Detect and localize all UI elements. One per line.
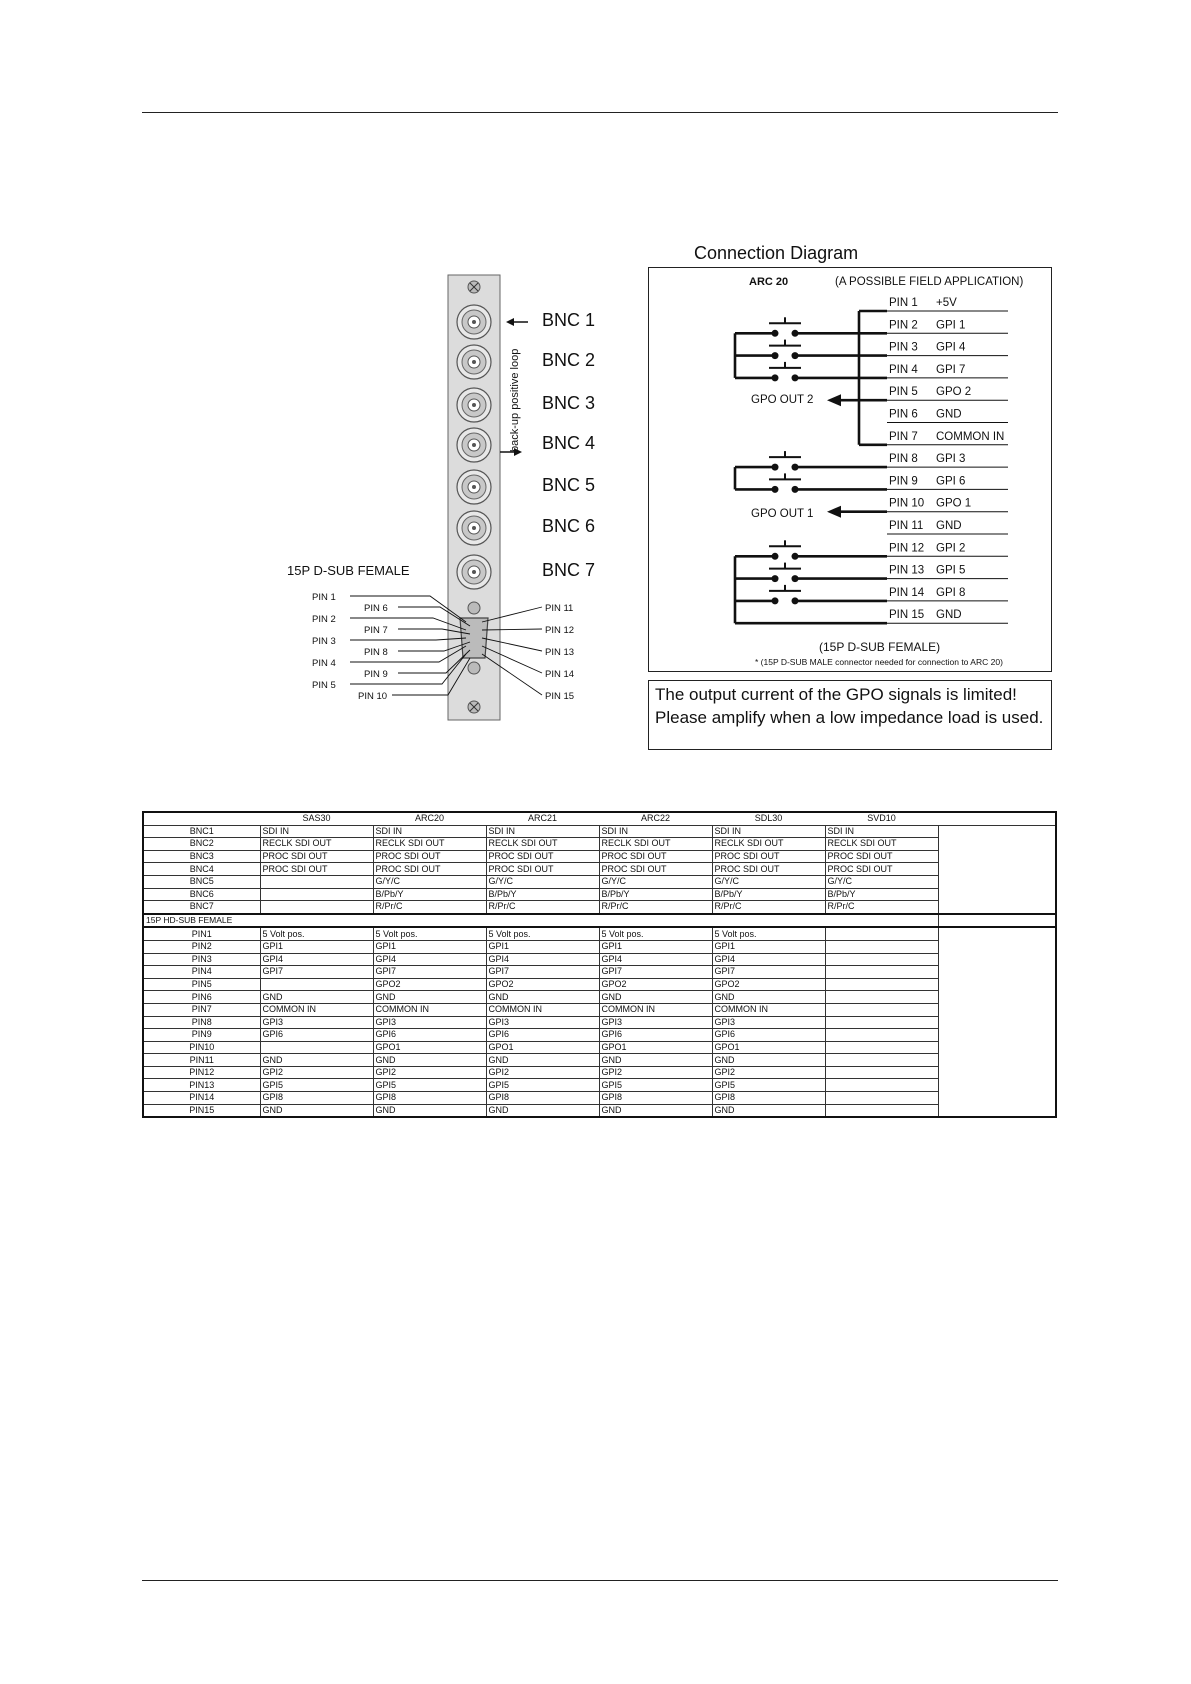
panel-pin-label: PIN 1: [312, 592, 336, 603]
table-row: [143, 1079, 1056, 1092]
table-cell: GPI4: [486, 953, 599, 966]
table-cell: COMMON IN: [712, 1003, 825, 1016]
table-cell: RECLK SDI OUT: [260, 838, 373, 851]
row-label: PIN8: [143, 1016, 260, 1029]
table-row: [143, 1003, 1056, 1016]
bnc-2-connector-icon: [457, 345, 491, 379]
table-cell: GPI1: [712, 940, 825, 953]
table-cell: GPI7: [486, 966, 599, 979]
conn-pin-signal: GND: [936, 408, 962, 421]
table-cell: GPI6: [486, 1029, 599, 1042]
conn-pin-label: PIN 3: [889, 341, 918, 354]
bnc-1-connector-icon: [457, 305, 491, 339]
row-label: BNC6: [143, 888, 260, 901]
section-row: [143, 914, 1056, 928]
table-cell: PROC SDI OUT: [373, 863, 486, 876]
row-label: PIN10: [143, 1041, 260, 1054]
table-cell: GND: [599, 1104, 712, 1117]
table-cell: COMMON IN: [373, 1003, 486, 1016]
table-cell: PROC SDI OUT: [712, 863, 825, 876]
row-label: PIN6: [143, 991, 260, 1004]
panel-pin-label: PIN 2: [312, 614, 336, 625]
table-cell: GPI5: [260, 1079, 373, 1092]
table-cell: [825, 1079, 938, 1092]
row-label: PIN15: [143, 1104, 260, 1117]
bnc-label-1: BNC 1: [542, 310, 596, 330]
blank-cell: [938, 1003, 1056, 1016]
table-row: [143, 1016, 1056, 1029]
table-cell: GPI1: [486, 940, 599, 953]
table-cell: GPI2: [712, 1066, 825, 1079]
gpo-arrow-icon: [827, 394, 887, 406]
connection-diagram-title: Connection Diagram: [694, 243, 859, 263]
push-switch-icon: [735, 563, 887, 583]
table-cell: [825, 1003, 938, 1016]
conn-pin-label: PIN 8: [889, 453, 918, 466]
table-cell: G/Y/C: [486, 875, 599, 888]
bnc-4-connector-icon: [457, 428, 491, 462]
dsub-label: 15P D-SUB FEMALE: [287, 563, 410, 578]
table-cell: 5 Volt pos.: [373, 927, 486, 940]
table-cell: [825, 1041, 938, 1054]
table-cell: GPI3: [486, 1016, 599, 1029]
table-cell: GPI2: [486, 1066, 599, 1079]
blank-cell: [938, 825, 1056, 838]
bnc-5-connector-icon: [457, 470, 491, 504]
table-row: [143, 991, 1056, 1004]
table-cell: [260, 978, 373, 991]
conn-pin-label: PIN 13: [889, 564, 925, 577]
panel-pin-label: PIN 9: [364, 669, 388, 680]
column-header: SAS30: [260, 812, 373, 825]
table-cell: GND: [373, 1054, 486, 1067]
row-label: PIN14: [143, 1092, 260, 1105]
panel-pin-label: PIN 5: [312, 680, 336, 691]
table-cell: PROC SDI OUT: [599, 863, 712, 876]
panel-pin-label: PIN 8: [364, 647, 388, 658]
table-cell: PROC SDI OUT: [260, 850, 373, 863]
conn-pin-signal: GPI 7: [936, 363, 966, 376]
table-row: [143, 1054, 1056, 1067]
panel-pin-label: PIN 4: [312, 658, 336, 669]
table-cell: B/Pb/Y: [373, 888, 486, 901]
table-cell: PROC SDI OUT: [825, 863, 938, 876]
table-cell: [825, 940, 938, 953]
table-cell: PROC SDI OUT: [486, 863, 599, 876]
table-cell: [825, 1092, 938, 1105]
row-label: BNC1: [143, 825, 260, 838]
bnc-label-4: BNC 4: [542, 433, 596, 453]
arrow-left-icon: [506, 318, 528, 326]
conn-pin-label: PIN 6: [889, 408, 918, 421]
table-cell: G/Y/C: [712, 875, 825, 888]
conn-pin-label: PIN 5: [889, 386, 918, 399]
table-cell: G/Y/C: [825, 875, 938, 888]
table-cell: SDI IN: [373, 825, 486, 838]
bnc-label-3: BNC 3: [542, 393, 596, 413]
blank-cell: [938, 914, 1056, 928]
row-label: BNC3: [143, 850, 260, 863]
table-row: [143, 1104, 1056, 1117]
table-cell: 5 Volt pos.: [260, 927, 373, 940]
push-switch-icon: [735, 451, 887, 471]
section-label: 15P HD-SUB FEMALE: [143, 914, 938, 928]
table-cell: GPI8: [486, 1092, 599, 1105]
table-cell: GPI6: [712, 1029, 825, 1042]
device-label: ARC 20: [749, 276, 789, 288]
blank-cell: [938, 1092, 1056, 1105]
top-screw-icon: [468, 281, 480, 293]
table-cell: GPI5: [599, 1079, 712, 1092]
table-cell: GND: [486, 991, 599, 1004]
blank-cell: [938, 991, 1056, 1004]
table-cell: R/Pr/C: [373, 901, 486, 914]
rear-panel-illustration: [280, 270, 640, 730]
table-cell: GPI2: [373, 1066, 486, 1079]
conn-pin-signal: GND: [936, 609, 962, 622]
table-cell: [825, 1104, 938, 1117]
blank-cell: [938, 940, 1056, 953]
panel-pin-label: PIN 12: [545, 625, 575, 636]
table-cell: COMMON IN: [599, 1003, 712, 1016]
row-label: PIN1: [143, 927, 260, 940]
conn-pin-label: PIN 15: [889, 609, 925, 622]
table-cell: PROC SDI OUT: [712, 850, 825, 863]
blank-cell: [938, 1104, 1056, 1117]
blank-cell: [938, 1054, 1056, 1067]
push-switch-icon: [735, 585, 887, 605]
table-cell: B/Pb/Y: [486, 888, 599, 901]
table-cell: GPI7: [373, 966, 486, 979]
table-cell: GPI5: [712, 1079, 825, 1092]
table-row: [143, 978, 1056, 991]
blank-cell: [938, 850, 1056, 863]
table-cell: GPI3: [599, 1016, 712, 1029]
blank-cell: [938, 875, 1056, 888]
panel-pin-label: PIN 10: [358, 691, 388, 702]
table-row: [143, 863, 1056, 876]
blank-cell: [938, 1016, 1056, 1029]
row-label: PIN5: [143, 978, 260, 991]
table-cell: GND: [712, 1054, 825, 1067]
conn-pin-label: PIN 9: [889, 475, 918, 488]
table-cell: GPO2: [486, 978, 599, 991]
row-label: PIN9: [143, 1029, 260, 1042]
table-cell: GND: [373, 1104, 486, 1117]
dsub-footer-label: (15P D-SUB FEMALE): [819, 640, 941, 654]
table-cell: RECLK SDI OUT: [486, 838, 599, 851]
footnote: * (15P D-SUB MALE connector needed for connection to ARC 20): [755, 657, 1003, 667]
table-cell: [825, 1066, 938, 1079]
table-cell: GPI6: [260, 1029, 373, 1042]
table-cell: GND: [373, 991, 486, 1004]
gpo-arrow-icon: [827, 506, 887, 518]
table-cell: PROC SDI OUT: [825, 850, 938, 863]
column-header: ARC20: [373, 812, 486, 825]
connection-diagram: [648, 267, 1052, 672]
table-cell: [825, 966, 938, 979]
table-cell: [825, 1029, 938, 1042]
conn-pin-label: PIN 4: [889, 363, 918, 376]
table-cell: GND: [486, 1054, 599, 1067]
table-cell: GND: [599, 991, 712, 1004]
table-cell: B/Pb/Y: [712, 888, 825, 901]
conn-pin-label: PIN 2: [889, 319, 918, 332]
table-cell: GPO2: [373, 978, 486, 991]
table-cell: GND: [712, 991, 825, 1004]
conn-pin-label: PIN 10: [889, 497, 925, 510]
table-row: [143, 1029, 1056, 1042]
conn-pin-signal: +5V: [936, 297, 957, 309]
blank-cell: [938, 927, 1056, 940]
table-cell: [260, 901, 373, 914]
table-row: [143, 888, 1056, 901]
table-cell: GPI3: [373, 1016, 486, 1029]
blank-cell: [938, 966, 1056, 979]
row-label: PIN13: [143, 1079, 260, 1092]
conn-pin-signal: GPI 6: [936, 475, 966, 488]
blank-cell: [938, 953, 1056, 966]
row-label: PIN4: [143, 966, 260, 979]
table-cell: GPI2: [260, 1066, 373, 1079]
table-cell: GPI4: [712, 953, 825, 966]
table-cell: [260, 875, 373, 888]
push-switch-icon: [735, 473, 887, 493]
table-cell: PROC SDI OUT: [260, 863, 373, 876]
table-cell: GPI4: [599, 953, 712, 966]
pin-assignment-table: [142, 811, 1057, 1118]
table-header-row: [143, 812, 1056, 825]
table-cell: GPI7: [712, 966, 825, 979]
table-cell: [260, 888, 373, 901]
table-cell: GPO2: [599, 978, 712, 991]
table-cell: GPI1: [373, 940, 486, 953]
field-application-label: (A POSSIBLE FIELD APPLICATION): [835, 276, 1024, 288]
column-header: ARC21: [486, 812, 599, 825]
table-cell: GPI7: [260, 966, 373, 979]
table-cell: GPO1: [486, 1041, 599, 1054]
panel-pin-label: PIN 3: [312, 636, 336, 647]
header-blank: [143, 812, 260, 825]
table-cell: [825, 1016, 938, 1029]
table-cell: GPI8: [599, 1092, 712, 1105]
bottom-screw-icon: [468, 701, 480, 713]
table-row: [143, 940, 1056, 953]
table-cell: B/Pb/Y: [825, 888, 938, 901]
blank-cell: [938, 1079, 1056, 1092]
table-row: [143, 901, 1056, 914]
conn-pin-signal: GPO 1: [936, 497, 972, 510]
table-cell: GPI8: [260, 1092, 373, 1105]
table-cell: GPI4: [373, 953, 486, 966]
table-cell: [825, 978, 938, 991]
table-cell: GPO1: [599, 1041, 712, 1054]
blank-cell: [938, 978, 1056, 991]
row-label: BNC4: [143, 863, 260, 876]
table-cell: GND: [486, 1104, 599, 1117]
push-switch-icon: [735, 340, 887, 360]
table-cell: G/Y/C: [599, 875, 712, 888]
conn-pin-signal: COMMON IN: [936, 430, 1005, 443]
bnc-label-6: BNC 6: [542, 516, 596, 536]
row-label: PIN12: [143, 1066, 260, 1079]
conn-pin-label: PIN 11: [889, 520, 924, 532]
table-cell: PROC SDI OUT: [486, 850, 599, 863]
panel-pin-label: PIN 15: [545, 691, 575, 702]
table-cell: GPI5: [486, 1079, 599, 1092]
conn-pin-signal: GPI 3: [936, 453, 966, 466]
table-row: [143, 1041, 1056, 1054]
table-cell: R/Pr/C: [486, 901, 599, 914]
row-label: BNC2: [143, 838, 260, 851]
gpo-out-2-label: GPO OUT 2: [751, 394, 814, 406]
table-row: [143, 838, 1056, 851]
table-cell: [825, 991, 938, 1004]
table-cell: GPI1: [260, 940, 373, 953]
header-blank: [938, 812, 1056, 825]
top-rule: [142, 112, 1058, 113]
push-switch-icon: [735, 362, 887, 382]
blank-cell: [938, 1066, 1056, 1079]
blank-cell: [938, 1029, 1056, 1042]
row-label: PIN11: [143, 1054, 260, 1067]
table-cell: RECLK SDI OUT: [825, 838, 938, 851]
table-cell: GND: [260, 991, 373, 1004]
table-cell: GND: [599, 1054, 712, 1067]
table-row: [143, 966, 1056, 979]
table-row: [143, 825, 1056, 838]
push-switch-icon: [735, 317, 887, 337]
table-cell: GPI1: [599, 940, 712, 953]
row-label: PIN7: [143, 1003, 260, 1016]
conn-pin-label: PIN 12: [889, 542, 925, 555]
table-cell: GPI6: [599, 1029, 712, 1042]
table-row: [143, 875, 1056, 888]
bnc-label-7: BNC 7: [542, 560, 596, 580]
table-row: [143, 1066, 1056, 1079]
table-cell: [825, 1054, 938, 1067]
bottom-rule: [142, 1580, 1058, 1581]
table-cell: SDI IN: [712, 825, 825, 838]
table-cell: GPO2: [712, 978, 825, 991]
panel-pin-label: PIN 13: [545, 647, 575, 658]
table-cell: [825, 953, 938, 966]
table-cell: 5 Volt pos.: [712, 927, 825, 940]
table-row: [143, 953, 1056, 966]
blank-cell: [938, 1041, 1056, 1054]
table-cell: B/Pb/Y: [599, 888, 712, 901]
row-label: PIN3: [143, 953, 260, 966]
table-cell: 5 Volt pos.: [599, 927, 712, 940]
conn-pin-signal: GPI 2: [936, 542, 966, 555]
table-cell: PROC SDI OUT: [373, 850, 486, 863]
row-label: BNC7: [143, 901, 260, 914]
conn-pin-label: PIN 1: [889, 297, 918, 309]
conn-pin-signal: GPI 5: [936, 564, 966, 577]
table-cell: COMMON IN: [486, 1003, 599, 1016]
push-switch-icon: [735, 540, 887, 560]
conn-pin-signal: GPI 8: [936, 586, 966, 599]
table-cell: GPI8: [712, 1092, 825, 1105]
panel-pin-label: PIN 6: [364, 603, 388, 614]
table-row: [143, 927, 1056, 940]
row-label: BNC5: [143, 875, 260, 888]
table-cell: SDI IN: [825, 825, 938, 838]
table-cell: R/Pr/C: [712, 901, 825, 914]
bnc-7-connector-icon: [457, 555, 491, 589]
table-cell: R/Pr/C: [825, 901, 938, 914]
blank-cell: [938, 838, 1056, 851]
table-cell: RECLK SDI OUT: [712, 838, 825, 851]
table-cell: GND: [712, 1104, 825, 1117]
backup-loop-label: back-up positive loop: [509, 348, 521, 452]
table-cell: [260, 1041, 373, 1054]
row-label: PIN2: [143, 940, 260, 953]
table-cell: GPO1: [373, 1041, 486, 1054]
table-cell: PROC SDI OUT: [599, 850, 712, 863]
column-header: SDL30: [712, 812, 825, 825]
table-cell: GPI3: [260, 1016, 373, 1029]
table-cell: GPI8: [373, 1092, 486, 1105]
table-cell: G/Y/C: [373, 875, 486, 888]
table-cell: RECLK SDI OUT: [599, 838, 712, 851]
table-cell: GPI7: [599, 966, 712, 979]
table-cell: GPI5: [373, 1079, 486, 1092]
table-cell: GPI2: [599, 1066, 712, 1079]
bnc-label-5: BNC 5: [542, 475, 596, 495]
table-cell: GND: [260, 1104, 373, 1117]
bnc-3-connector-icon: [457, 388, 491, 422]
panel-pin-label: PIN 7: [364, 625, 388, 636]
blank-cell: [938, 901, 1056, 914]
table-cell: COMMON IN: [260, 1003, 373, 1016]
blank-cell: [938, 863, 1056, 876]
conn-pin-signal: GPI 1: [936, 319, 966, 332]
table-cell: GPI6: [373, 1029, 486, 1042]
gpo-out-1-label: GPO OUT 1: [751, 508, 814, 520]
table-cell: 5 Volt pos.: [486, 927, 599, 940]
table-cell: RECLK SDI OUT: [373, 838, 486, 851]
table-row: [143, 1092, 1056, 1105]
table-cell: GPI3: [712, 1016, 825, 1029]
gpo-current-warning: The output current of the GPO signals is limited! Please amplify when a low impedance load is used.: [648, 680, 1052, 750]
panel-pin-label: PIN 11: [545, 603, 574, 614]
table-cell: SDI IN: [599, 825, 712, 838]
table-cell: [825, 927, 938, 940]
table-cell: R/Pr/C: [599, 901, 712, 914]
table-cell: GND: [260, 1054, 373, 1067]
table-cell: SDI IN: [486, 825, 599, 838]
bnc-6-connector-icon: [457, 511, 491, 545]
column-header: SVD10: [825, 812, 938, 825]
conn-pin-label: PIN 14: [889, 586, 925, 599]
bnc-label-2: BNC 2: [542, 350, 596, 370]
conn-pin-label: PIN 7: [889, 430, 918, 443]
table-cell: GPO1: [712, 1041, 825, 1054]
table-cell: GPI4: [260, 953, 373, 966]
panel-pin-label: PIN 14: [545, 669, 575, 680]
conn-pin-signal: GPO 2: [936, 386, 972, 399]
table-row: [143, 850, 1056, 863]
blank-cell: [938, 888, 1056, 901]
conn-pin-signal: GND: [936, 520, 962, 532]
table-cell: SDI IN: [260, 825, 373, 838]
column-header: ARC22: [599, 812, 712, 825]
conn-pin-signal: GPI 4: [936, 341, 966, 354]
